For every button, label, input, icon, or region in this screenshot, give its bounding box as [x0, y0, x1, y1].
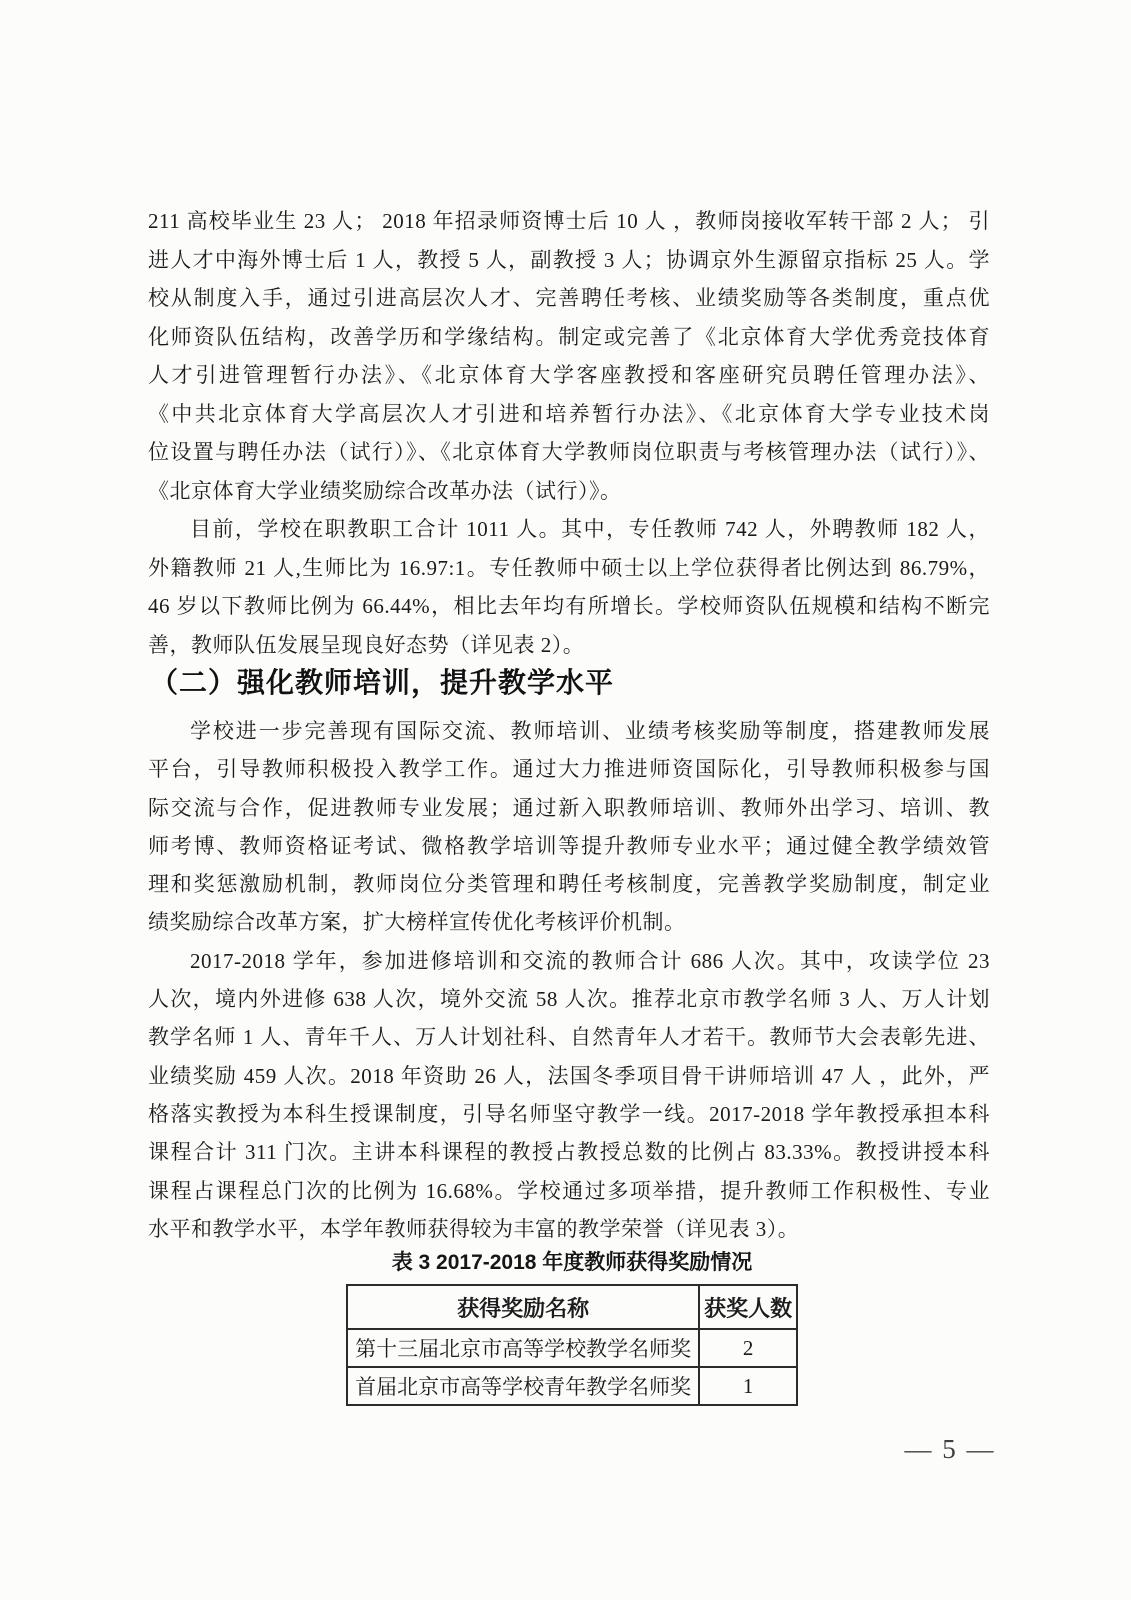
paragraph-line: 际交流与合作，促进教师专业发展；通过新入职教师培训、教师外出学习、培训、教: [148, 795, 990, 820]
paragraph-line: 进人才中海外博士后 1 人，教授 5 人，副教授 3 人；协调京外生源留京指标 25 人。学: [148, 247, 990, 272]
awards-table: [346, 1284, 798, 1406]
paragraph-line: 格落实教授为本科生授课制度，引导名师坚守教学一线。2017-2018 学年教授承担本科: [148, 1101, 990, 1126]
paragraph-line: 教学名师 1 人、青年千人、万人计划社科、自然青年人才若干。教师节大会表彰先进、: [148, 1025, 990, 1050]
paragraph-line: 水平和教学水平，本学年教师获得较为丰富的教学荣誉（详见表 3）。: [148, 1216, 800, 1241]
section-heading: （二）强化教师培训，提升教学水平: [150, 667, 615, 698]
paragraph-line: 目前，学校在职教职工合计 1011 人。其中，专任教师 742 人，外聘教师 182 人，: [190, 517, 990, 541]
body-text-bottom: [148, 712, 990, 1248]
paragraph-line: 学校进一步完善现有国际交流、教师培训、业绩考核奖励等制度，搭建教师发展: [190, 719, 990, 743]
paragraph-line: 人次，境内外进修 638 人次，境外交流 58 人次。推荐北京市教学名师 3 人、万人计划: [148, 987, 990, 1012]
table-header-award-name: 获得奖励名称: [347, 1285, 699, 1329]
table-row: [347, 1367, 797, 1405]
table-header-award-count: 获奖人数: [699, 1285, 797, 1329]
paragraph-line: 人才引进管理暂行办法》、《北京体育大学客座教授和客座研究员聘任管理办法》、: [148, 363, 990, 387]
award-count-cell: 2: [699, 1329, 797, 1367]
paragraph-line: 业绩奖励 459 人次。2018 年资助 26 人，法国冬季项目骨干讲师培训 47 人 ，此外，严: [148, 1063, 990, 1088]
award-count-cell: 1: [699, 1367, 797, 1405]
page-number: — 5 —: [904, 1434, 996, 1464]
paragraph-line: 理和奖惩激励机制，教师岗位分类管理和聘任考核制度，完善教学奖励制度，制定业: [148, 872, 990, 897]
paragraph-line: 46 岁以下教师比例为 66.44%，相比去年均有所增长。学校师资队伍规模和结构不断完: [148, 594, 990, 618]
table-header-row: [347, 1285, 797, 1329]
paragraph-line: 《中共北京体育大学高层次人才引进和培养暂行办法》、《北京体育大学专业技术岗: [148, 401, 990, 426]
body-text-top: [148, 202, 990, 664]
paragraph-line: 2017-2018 学年，参加进修培训和交流的教师合计 686 人次。其中，攻读学位 23: [190, 948, 990, 973]
paragraph-line: 211 高校毕业生 23 人； 2018 年招录师资博士后 10 人 ，教师岗接收军转干部 2 人； 引: [148, 209, 990, 233]
paragraph-line: 校从制度入手，通过引进高层次人才、完善聘任考核、业绩奖励等各类制度，重点优: [148, 286, 990, 310]
paragraph-line: 外籍教师 21 人,生师比为 16.97:1。专任教师中硕士以上学位获得者比例达到 86.79%，: [148, 555, 990, 580]
paragraph-line: 平台，引导教师积极投入教学工作。通过大力推进师资国际化，引导教师积极参与国: [148, 757, 990, 782]
paragraph-line: 绩奖励综合改革方案，扩大榜样宣传优化考核评价机制。: [148, 910, 686, 935]
paragraph-line: 课程合计 311 门次。主讲本科课程的教授占教授总数的比例占 83.33%。教授讲授本科: [148, 1140, 990, 1165]
paragraph-line: 位设置与聘任办法（试行）》、《北京体育大学教师岗位职责与考核管理办法（试行）》、: [148, 440, 990, 464]
paragraph-line: 善，教师队伍发展呈现良好态势（详见表 2）。: [148, 632, 585, 657]
table-row: [347, 1329, 797, 1367]
award-name-cell: 首届北京市高等学校青年教学名师奖: [347, 1367, 699, 1405]
paragraph-line: 化师资队伍结构，改善学历和学缘结构。制定或完善了《北京体育大学优秀竞技体育: [148, 324, 990, 349]
paragraph-line: 《北京体育大学业绩奖励综合改革办法（试行）》。: [148, 478, 622, 503]
table-caption: 表 3 2017-2018 年度教师获得奖励情况: [391, 1251, 753, 1274]
paragraph-line: 师考博、教师资格证考试、微格教学培训等提升教师专业水平；通过健全教学绩效管: [148, 833, 990, 858]
paragraph-line: 课程占课程总门次的比例为 16.68%。学校通过多项举措，提升教师工作积极性、专业: [148, 1178, 990, 1203]
award-name-cell: 第十三届北京市高等学校教学名师奖: [347, 1329, 699, 1367]
